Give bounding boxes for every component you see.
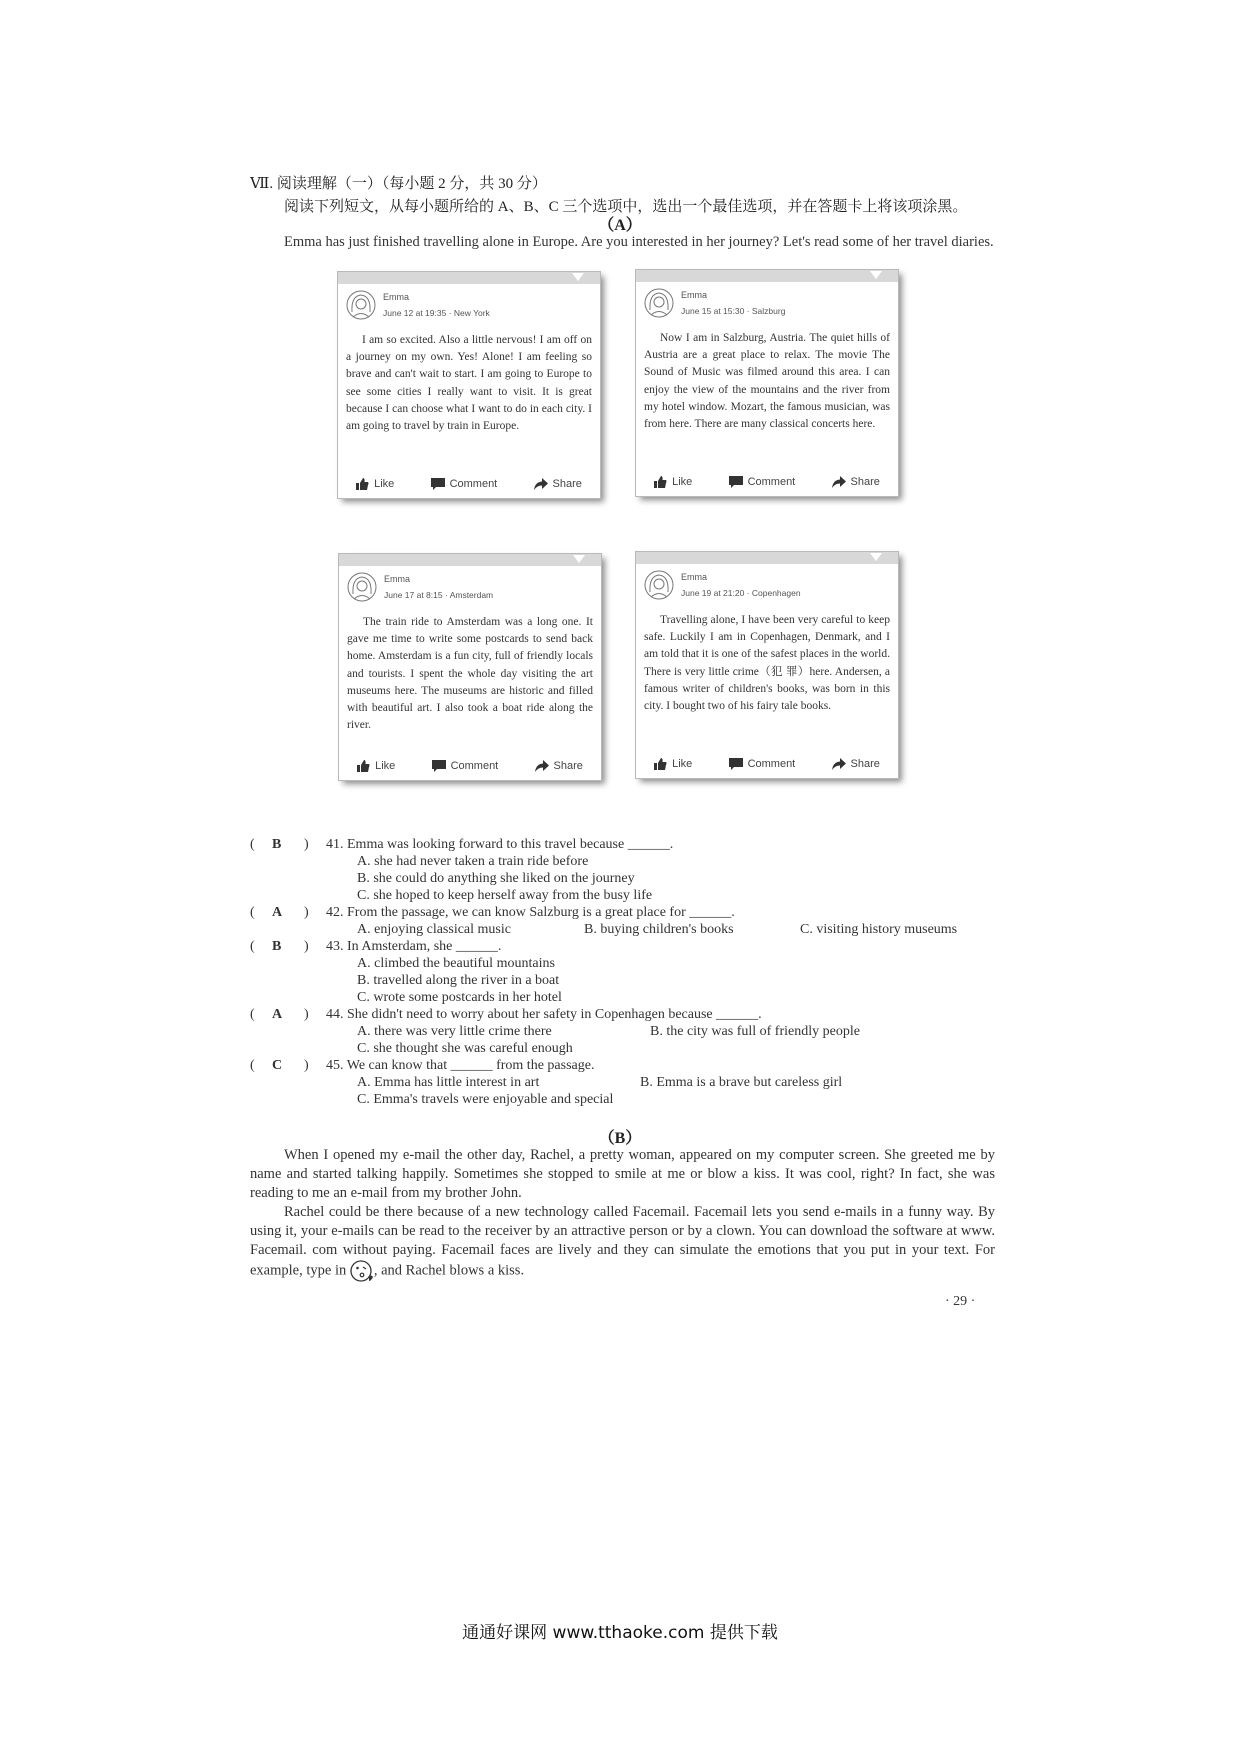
card-menu-icon <box>870 553 882 561</box>
diary-body <box>347 614 593 734</box>
question-stem: 44. She didn't need to worry about her safety in Copenhagen because ______. <box>326 1007 762 1022</box>
answer-43: B <box>272 939 282 954</box>
diary-meta: June 15 at 15:30 · Salzburg <box>681 306 786 316</box>
share-arrow-icon <box>534 478 548 490</box>
answer-42: A <box>272 905 283 920</box>
option[interactable]: A. enjoying classical music <box>357 922 511 937</box>
comment-label: Comment <box>747 758 796 770</box>
like-button[interactable] <box>654 758 692 770</box>
diary-card-new-york <box>338 272 600 498</box>
diary-author: Emma <box>681 572 708 582</box>
thumbs-up-icon <box>357 760 370 772</box>
answer-44: A <box>272 1007 283 1022</box>
passage-b-p2-start: Rachel could be there because of a new technology called Facemail. Facemail lets you send e-mails in a funny way. By using it, your e-mails can be read to the receiver by an attractive person or by a clown. You can download the software at www. Facemail. com without paying. Facemail faces are lively and they can simulate the emotions that you put in your text. For example, type in <box>250 1204 995 1279</box>
share-arrow-icon <box>832 758 846 770</box>
option[interactable]: A. there was very little crime there <box>357 1024 552 1039</box>
card-top-bar <box>636 552 898 564</box>
passage-b <box>250 1146 995 1282</box>
avatar-icon <box>644 570 674 600</box>
share-button[interactable] <box>534 478 582 490</box>
share-button[interactable] <box>832 476 880 488</box>
section-header <box>250 172 967 216</box>
avatar-icon <box>644 288 674 318</box>
card-menu-icon <box>870 271 882 279</box>
option[interactable]: C. wrote some postcards in her hotel <box>357 990 562 1005</box>
comment-button[interactable] <box>729 758 796 770</box>
thumbs-up-icon <box>356 478 369 490</box>
comment-button[interactable] <box>431 478 498 490</box>
like-button[interactable] <box>357 760 395 772</box>
share-button[interactable] <box>535 760 583 772</box>
option[interactable]: B. travelled along the river in a boat <box>357 973 560 988</box>
card-actions <box>636 758 898 770</box>
comment-button[interactable] <box>729 476 796 488</box>
question-stem: 42. From the passage, we can know Salzburg is a great place for ______. <box>326 905 735 920</box>
passage-a-label: （A） <box>598 217 642 234</box>
diary-body <box>644 612 890 715</box>
diary-text: Travelling alone, I have been very careful to keep safe. Luckily I am in Copenhagen, Denmark, and I am told that it is one of the safest places in the world. There is very little crime（犯 罪）here. Andersen, a famous writer of children's books, was born in this city. I bought two of his fairy tale books. <box>644 614 890 713</box>
comment-label: Comment <box>747 476 796 488</box>
share-arrow-icon <box>832 476 846 488</box>
card-actions <box>339 760 601 772</box>
share-label: Share <box>552 478 582 490</box>
comment-label: Comment <box>449 478 498 490</box>
question-45: ( C ) 45. We can know that ______ from the passage. <box>250 1058 595 1073</box>
answer-45: C <box>272 1058 283 1073</box>
option[interactable]: B. Emma is a brave but careless girl <box>640 1075 843 1090</box>
card-menu-icon <box>573 555 585 563</box>
thumbs-up-icon <box>654 758 667 770</box>
question-stem: 43. In Amsterdam, she ______. <box>326 939 502 954</box>
passage-b-p2-end: , and Rachel blows a kiss. <box>373 1262 525 1279</box>
option[interactable]: C. Emma's travels were enjoyable and special <box>357 1092 614 1107</box>
option[interactable]: C. she hoped to keep herself away from the busy life <box>357 888 653 903</box>
card-actions <box>636 476 898 488</box>
card-top-bar <box>338 272 600 284</box>
option[interactable]: B. she could do anything she liked on the journey <box>357 871 635 886</box>
page-number: · 29 · <box>945 1294 976 1309</box>
card-top-bar <box>339 554 601 566</box>
like-label: Like <box>672 476 693 488</box>
diary-text: The train ride to Amsterdam was a long one. It gave me time to write some postcards to send back home. Amsterdam is a fun city, full of friendly locals and tourists. I spent the whole day visiting the art museums here. The museums are historic and filled with beautiful art. I also took a boat ride along the river. <box>347 616 593 732</box>
passage-b-paragraph-2 <box>250 1203 995 1282</box>
option[interactable]: B. buying children's books <box>584 922 734 937</box>
like-label: Like <box>672 758 693 770</box>
share-arrow-icon <box>535 760 549 772</box>
answer-41: B <box>272 837 282 852</box>
comment-icon <box>432 760 446 772</box>
diary-author: Emma <box>383 292 410 302</box>
passage-a-intro-text: Emma has just finished travelling alone in Europe. Are you interested in her journey? Let's read some of her travel diaries. <box>284 234 994 250</box>
diary-meta: June 12 at 19:35 · New York <box>383 308 490 318</box>
share-label: Share <box>553 760 583 772</box>
like-button[interactable] <box>356 478 394 490</box>
diary-author: Emma <box>681 290 708 300</box>
option[interactable]: B. the city was full of friendly people <box>650 1024 860 1039</box>
comment-icon <box>431 478 445 490</box>
option[interactable]: C. she thought she was careful enough <box>357 1041 573 1056</box>
section-instruction: 阅读下列短文，从每小题所给的 A、B、C 三个选项中，选出一个最佳选项，并在答题卡上将该项涂黑。 <box>284 199 968 215</box>
passage-b-paragraph-1: When I opened my e-mail the other day, Rachel, a pretty woman, appeared on my computer screen. She greeted me by name and started talking happily. Sometimes she stopped to smile at me or blow a kiss. It was cool, right? In fact, she was reading to me an e-mail from my brother John. <box>250 1147 995 1201</box>
card-actions <box>338 478 600 490</box>
question-42: ( A ) 42. From the passage, we can know Salzburg is a great place for ______. <box>250 905 735 920</box>
option[interactable]: A. climbed the beautiful mountains <box>357 956 555 971</box>
option[interactable]: A. Emma has little interest in art <box>357 1075 540 1090</box>
section-heading: Ⅶ. 阅读理解（一）（每小题 2 分，共 30 分） <box>250 176 547 192</box>
passage-a-intro <box>250 233 995 252</box>
share-label: Share <box>850 476 880 488</box>
diary-text: I am so excited. Also a little nervous! I am off on a journey on my own. Yes! Alone! I am feeling so brave and can't wait to start. I am going to Europe to see some cities I really want to visit. It is great because I can choose what I want to do in each city. I am going to travel by train in Europe. <box>346 334 592 433</box>
comment-icon <box>729 758 743 770</box>
avatar-icon <box>346 290 376 320</box>
thumbs-up-icon <box>654 476 667 488</box>
like-label: Like <box>375 760 396 772</box>
comment-button[interactable] <box>432 760 499 772</box>
diary-text: Now I am in Salzburg, Austria. The quiet hills of Austria are a great place to relax. The movie The Sound of Music was filmed around this area. I can enjoy the view of the mountains and the river from my hotel window. Mozart, the famous musician, was from here. There are many classical concerts here. <box>644 332 890 431</box>
diary-card-salzburg <box>636 270 898 496</box>
share-button[interactable] <box>832 758 880 770</box>
share-label: Share <box>850 758 880 770</box>
kiss-emoji-icon <box>350 1260 374 1282</box>
questions-block <box>250 836 1010 1108</box>
comment-icon <box>729 476 743 488</box>
option[interactable]: C. visiting history museums <box>800 922 958 937</box>
question-stem: 41. Emma was looking forward to this travel because ______. <box>326 837 674 852</box>
diary-card-copenhagen <box>636 552 898 778</box>
diary-meta: June 19 at 21:20 · Copenhagen <box>681 588 801 598</box>
card-menu-icon <box>572 273 584 281</box>
option[interactable]: A. she had never taken a train ride before <box>357 854 589 869</box>
like-label: Like <box>374 478 395 490</box>
passage-b-label: （B） <box>598 1130 642 1147</box>
diary-card-amsterdam <box>339 554 601 780</box>
diary-body <box>346 332 592 435</box>
card-top-bar <box>636 270 898 282</box>
footer-credit: 通通好课网 www.tthaoke.com 提供下载 <box>462 1623 778 1643</box>
question-44: ( A ) 44. She didn't need to worry about her safety in Copenhagen because ______. <box>250 1007 762 1022</box>
avatar-icon <box>347 572 377 602</box>
comment-label: Comment <box>450 760 499 772</box>
question-41: ( B ) 41. Emma was looking forward to this travel because ______. <box>250 837 674 852</box>
question-stem: 45. We can know that ______ from the passage. <box>326 1058 595 1073</box>
question-43: ( B ) 43. In Amsterdam, she ______. <box>250 939 502 954</box>
like-button[interactable] <box>654 476 692 488</box>
diary-meta: June 17 at 8:15 · Amsterdam <box>384 590 494 600</box>
diary-author: Emma <box>384 574 411 584</box>
diary-body <box>644 330 890 433</box>
